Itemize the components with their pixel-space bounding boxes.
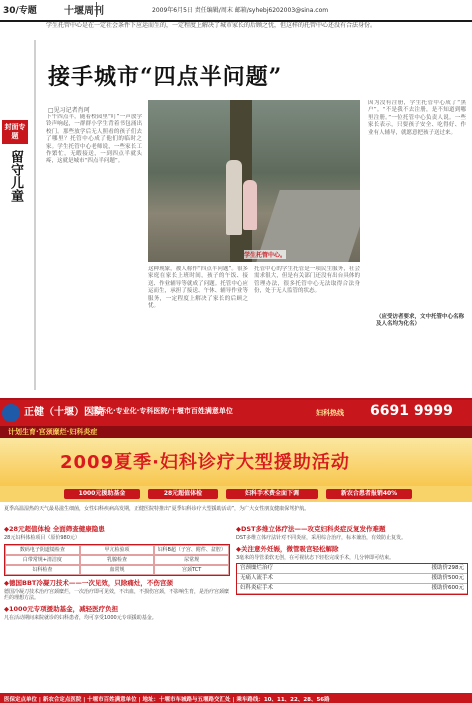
service-list: 计划生育·宫颈糜烂·妇科炎症 — [8, 428, 98, 436]
section-sidebar — [2, 120, 28, 202]
price-item: 宫颈糜烂治疗 — [240, 565, 274, 571]
section-heading: ◆1000元专项援助基金，减轻医疗负担 — [4, 604, 119, 613]
column-divider — [34, 40, 36, 390]
page-header — [0, 0, 472, 22]
section-body: 德国冷凝刀技术治疗宫颈糜烂，一次治疗即可见效，不出血，不损伤宫颈，不影响生育，是治疗宫颈糜烂的理想方法。 — [4, 588, 230, 601]
section-tag: 封面专题 — [2, 120, 28, 144]
phone-number: 6691 9999 — [370, 403, 453, 419]
ad-footer — [0, 693, 472, 703]
hospital-advertisement — [0, 398, 472, 703]
price-item: 无痛人流手术 — [240, 575, 274, 581]
ad-service-band — [0, 426, 472, 438]
grid-cell: 尿常规 — [154, 555, 229, 565]
section-body: 凡在活动期间来院就诊的妇科患者，均可享受1000元专项援助基金。 — [4, 614, 157, 621]
grid-cell: 妇科B超（子宫、附件、盆腔） — [154, 545, 229, 555]
photo-caption: 学生托管中心。 — [244, 252, 287, 259]
article-note: （应受访者要求，文中托管中心名称及人名均为化名） — [376, 314, 465, 327]
ad-intro: 夏季高温湿热的天气最易滋生细菌，女性妇科疾病高发期，正健医院特推出“夏季妇科诊疗大型援助活动”，为广大女性朋友健康保驾护航。 — [4, 506, 310, 512]
page-number: 30/专题 — [3, 6, 37, 16]
section-heading: ◆关注意外妊娠，微管吸宫轻松解除 — [236, 544, 339, 553]
price-value: 援助价298元 — [431, 565, 464, 571]
article-intro: 学生托管中心是在一定社会条件下应运而生的，一定程度上解决了城市家长的后顾之忧，但这样的托管中心还没有合法身份。 — [46, 22, 377, 29]
section-body: 3毫米的导管柔软无创，在可视状态下轻松完成手术，几分钟即可结束。 — [236, 554, 395, 561]
section-heading: ◆德国BBT冷凝刀技术——一次见效，只除痛灶，不伤宫颈 — [4, 578, 173, 587]
price-value: 援助价500元 — [431, 575, 464, 581]
section-heading: ◆28元超值体检 全面筛查健康隐患 — [4, 525, 105, 533]
banner-title: 2009夏季·妇科诊疗大型援助活动 — [60, 452, 350, 473]
tag-item: 新农合患者报销40% — [326, 489, 412, 499]
price-value: 援助价600元 — [431, 585, 464, 591]
tag-item: 妇科手术费全面下调 — [226, 489, 318, 499]
ad-tags — [0, 486, 472, 502]
section-heading: ◆DST多维立体疗法——攻克妇科炎症反复发作难题 — [236, 525, 386, 533]
paper-name: 十堰周刊 — [64, 6, 104, 17]
section-body: 28元妇科体检项目（原价980元） — [4, 535, 80, 541]
hospital-logo-icon — [2, 404, 20, 422]
checkup-grid — [4, 544, 230, 576]
photo-child — [243, 180, 257, 230]
footer-text: 医保定点单位 | 新农合定点医院 | 十堰市百姓满意单位 | 地址：十堰市车城路与五堰路交汇处 | 乘车路线：10、11、22、28、56路 — [4, 697, 330, 703]
grid-cell: 白带常规+清洁度 — [5, 555, 80, 565]
price-row — [237, 584, 467, 594]
grid-cell: 妇科检查 — [5, 565, 80, 575]
hospital-name: 正健（十堰）医院 — [24, 407, 104, 418]
price-table — [236, 563, 468, 595]
article-byline: □见习记者肖珂 — [48, 107, 90, 114]
article-column-3: 托管中心的学生托管是一项民生服务，社会需求很大，但是有关部门还没有出台具体的管理办法，很多托管中心无法取得合法身份，处于无人监管的状态。 — [254, 266, 360, 295]
tag-item: 28元超值体检 — [148, 489, 218, 499]
ad-banner — [0, 438, 472, 486]
article-column-4: 因为没有注册，学生托管中心成了“黑户”。“不是我不去注册，是不知道到哪里注册。”一位托管中心负责人说。一些家长表示，只要孩子安全、吃得好、作业有人辅导，就愿意把孩子送过来。 — [368, 100, 466, 136]
grid-cell: 宫颈TCT — [154, 565, 229, 575]
grid-cell: 乳腺检查 — [80, 555, 155, 565]
header-meta: 2009年6月5日 责任编辑/周末 邮箱/syhebj6202003@sina.com — [152, 7, 329, 14]
grid-cell: 数码电子阴道镜检查 — [5, 545, 80, 555]
section-body: DST多维立体疗法针对不同炎症，采用综合治疗，标本兼治，有效防止复发。 — [236, 535, 407, 541]
price-row — [237, 574, 467, 584]
article-headline: 接手城市“四点半问题” — [48, 64, 283, 90]
hospital-tagline: 国际化·专业化·专科医院/十堰市百姓满意单位 — [92, 407, 233, 415]
ad-header — [0, 400, 472, 426]
grid-cell: 血常规 — [80, 565, 155, 575]
article-column-2: 这种现象，被人称作“四点半问题”。很多家庭在家长上班时间，孩子的午饭、接送、作业辅导等就成了问题。托管中心应运而生，承担了接送、午休、辅导作业等服务，一定程度上解决了家长的后顾之忧。 — [148, 266, 248, 310]
tag-item: 1000元援助基金 — [64, 489, 140, 499]
grid-cell: 甲亢检验项 — [80, 545, 155, 555]
section-title: 留守儿童 — [8, 150, 23, 202]
ad-right-column — [236, 522, 468, 597]
phone-label: 妇科热线 — [316, 409, 344, 417]
ad-left-column — [4, 522, 230, 621]
photo-woman — [226, 160, 242, 235]
price-row — [237, 564, 467, 574]
article-column-1: 下午四点半，随着校园里“叮”一声放学铃声响起，一群群小学生背着书包涌出校门。那些放学后无人照看的孩子们去了哪里？托管中心成了他们的临时之家。学生托管中心老师说，一些家长工作繁忙，无暇接送，一到四点半就头疼，这就是城市“四点半问题”。 — [46, 114, 142, 165]
article-photo — [148, 100, 360, 262]
price-item: 妇科炎症手术 — [240, 585, 274, 591]
